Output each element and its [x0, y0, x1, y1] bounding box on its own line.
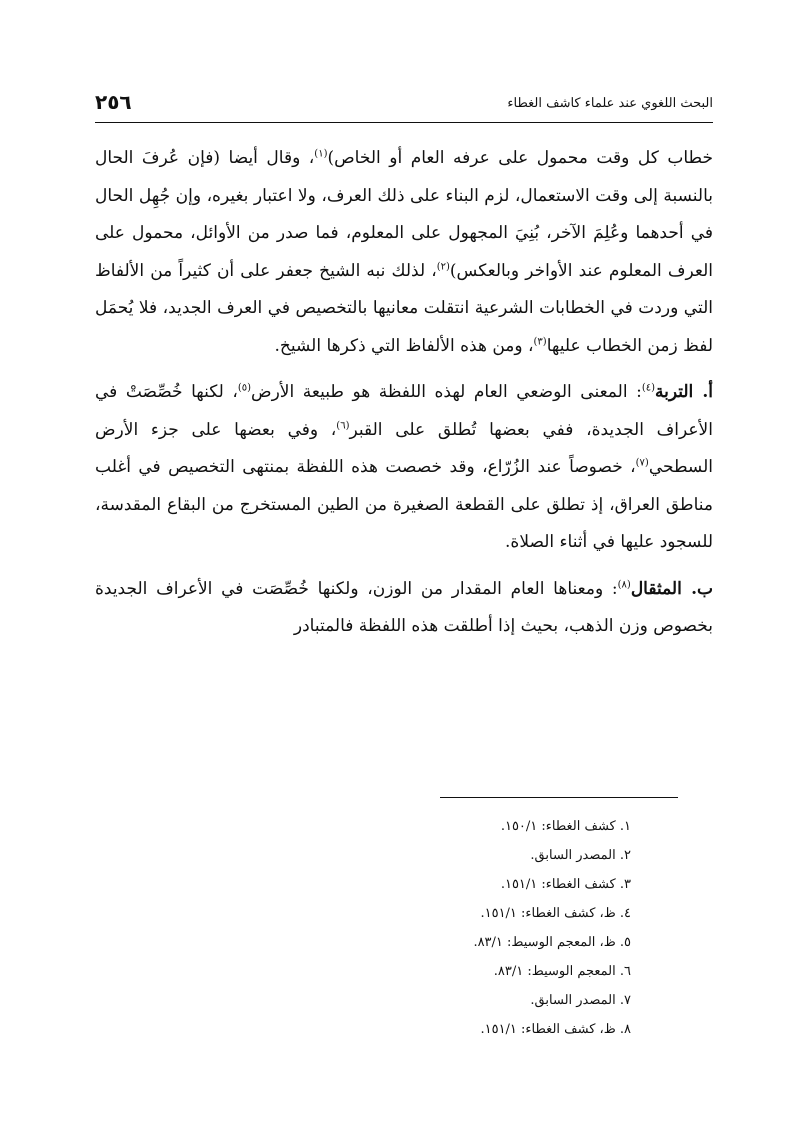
- footnote-ref: (٣): [533, 335, 547, 347]
- paragraph-1: [95, 140, 713, 365]
- footnote-item: ٧. المصدر السابق.: [530, 993, 631, 1008]
- footnote-item: ٥. ظ، المعجم الوسيط: ٨٣/١.: [473, 935, 631, 950]
- footnote-ref: (٨): [617, 578, 631, 590]
- paragraph-2: [95, 374, 713, 562]
- footnote-item: ٢. المصدر السابق.: [530, 848, 631, 863]
- paragraph-text: خطاب كل وقت محمول على عرفه العام أو الخاص): [327, 148, 713, 168]
- paragraph-text: ، لذلك نبه الشيخ جعفر على أن كثيراً من الألفاظ التي وردت في الخطابات الشرعية انتقلت معانيها بالتخصيص في العرف الجديد، فلا يُحمَل لفظ زمن الخطاب عليها: [95, 260, 713, 356]
- paragraph-text: ، خصوصاً عند الزُرّاع، وقد خصصت هذه اللفظة بمنتهى التخصيص في أغلب مناطق العراق، إذ تطلق على القطعة الصغيرة من الطين المستخرج من البقاع المقدسة، للسجود عليها في أثناء الصلاة.: [95, 457, 713, 552]
- footnote-ref: (٤): [641, 382, 656, 394]
- footnote-item: ٨. ظ، كشف الغطاء: ١٥١/١.: [480, 1022, 631, 1037]
- footnote-item: ٣. كشف الغطاء: ١٥١/١.: [500, 877, 631, 892]
- running-title: البحث اللغوي عند علماء كاشف الغطاء: [507, 96, 713, 111]
- footnote-ref: (٢): [436, 260, 450, 272]
- footnote-ref: (١): [314, 148, 328, 160]
- paragraph-text: ، وقال أيضا (فإن عُرفَ الحال بالنسبة إلى وقت الاستعمال، لزم البناء على ذلك العرف، ولا اعتبار بغيره، وإن جُهِل الحال في أحدهما وعُلِمَ الآخر، بُنِيَ المجهول على المعلوم، فما صدر من الأوائل، محمول على العرف المعلوم عند الأواخر وبالعكس): [95, 148, 713, 281]
- paragraph-text: : ومعناها العام المقدار من الوزن، ولكنها خُصِّصَت في الأعراف الجديدة بخصوص وزن الذهب، بحيث إذا أطلقت هذه اللفظة فالمتبادر: [95, 578, 713, 636]
- paragraph-text: ، لكنها خُصِّصَتْ في الأعراف الجديدة، ففي بعضها تُطلق على القبر: [95, 382, 713, 440]
- page-number: ٢٥٦: [95, 90, 132, 114]
- footnote-ref: (٧): [635, 457, 649, 469]
- footnotes-list: [95, 812, 713, 1044]
- footnote-ref: (٥): [237, 382, 252, 394]
- footnote-item: ١. كشف الغطاء: ١٥٠/١.: [500, 819, 631, 834]
- term-heading: ب. المثقال: [630, 578, 713, 599]
- footnote-ref: (٦): [336, 419, 350, 431]
- footnote-item: ٤. ظ، كشف الغطاء: ١٥١/١.: [480, 906, 631, 921]
- page-header: [95, 88, 713, 123]
- paragraph-text: ، ومن هذه الألفاظ التي ذكرها الشيخ.: [274, 335, 534, 356]
- footnote-divider: [440, 797, 678, 798]
- paragraph-text: : المعنى الوضعي العام لهذه اللفظة هو طبيعة الأرض: [251, 382, 642, 402]
- term-heading: أ. التربة: [655, 382, 713, 402]
- paragraph-text: ، وفي بعضها على جزء الأرض السطحي: [95, 419, 713, 477]
- body-text: [95, 140, 713, 646]
- footnote-item: ٦. المعجم الوسيط: ٨٣/١.: [493, 964, 631, 979]
- paragraph-3: [95, 571, 713, 646]
